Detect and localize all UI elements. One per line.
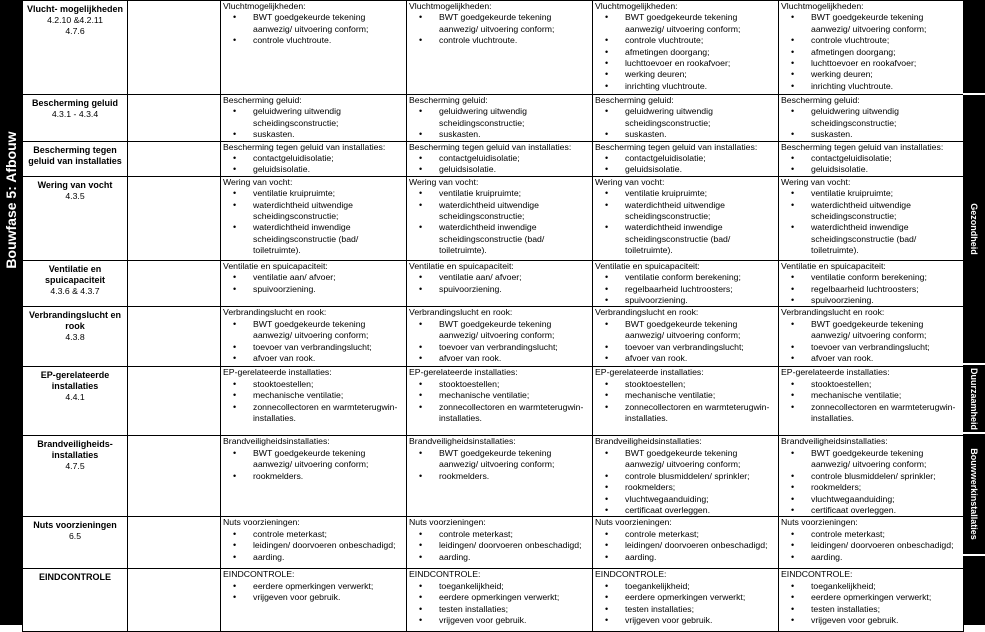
list-item: • controle blusmiddelen/ sprinkler;	[781, 471, 963, 482]
list-item: • afvoer van rook.	[409, 353, 592, 364]
list-item: • inrichting vluchtroute.	[595, 81, 778, 92]
list-item: • BWT goedgekeurde tekening aanwezig/ uitvoering conform;	[781, 319, 963, 342]
list-item: • controle meterkast;	[223, 529, 406, 540]
list-item: • spuivoorziening.	[595, 295, 778, 306]
list-item: • vrijgeven voor gebruik.	[409, 615, 592, 626]
list-item: • spuivoorziening.	[223, 284, 406, 295]
cell-heading: EINDCONTROLE:	[595, 569, 667, 580]
check-cell	[407, 176, 593, 260]
list-item: • waterdichtheid uitwendige scheidingsconstructie;	[595, 200, 778, 223]
check-cell	[407, 436, 593, 517]
check-cell	[779, 141, 964, 176]
list-item: • geluidsisolatie.	[595, 164, 778, 175]
topic-cell	[23, 569, 128, 632]
list-item: • controle meterkast;	[409, 529, 592, 540]
cell-heading: EINDCONTROLE:	[223, 569, 295, 580]
category-divider	[963, 554, 985, 556]
cell-heading: Bescherming geluid:	[595, 95, 674, 105]
check-cell	[593, 141, 779, 176]
inspection-table	[22, 0, 964, 632]
list-item: • waterdichtheid uitwendige scheidingsconstructie;	[781, 200, 963, 223]
table-row	[23, 260, 964, 307]
list-item: • regelbaarheid luchtroosters;	[595, 284, 778, 295]
list-item: • spuivoorziening.	[781, 295, 963, 306]
list-item: • toevoer van verbrandingslucht;	[781, 342, 963, 353]
list-item: • werking deuren;	[595, 69, 778, 80]
check-cell	[593, 517, 779, 569]
list-item: • waterdichtheid uitwendige scheidingsconstructie;	[409, 200, 592, 223]
table-row	[23, 95, 964, 142]
check-cell	[779, 260, 964, 307]
article-reference: 4.3.8	[65, 332, 85, 343]
list-item: • suskasten.	[223, 129, 406, 140]
article-reference: 4.2.10 &4.2.11 4.7.6	[47, 15, 103, 36]
list-item: • rookmelders.	[223, 471, 406, 482]
list-item: • werking deuren;	[781, 69, 963, 80]
list-item: • BWT goedgekeurde tekening aanwezig/ uitvoering conform;	[409, 12, 592, 35]
list-item: • geluidwering uitwendig scheidingsconstructie;	[409, 106, 592, 129]
list-item: • waterdichtheid inwendige scheidingsconstructie (bad/ toiletruimte).	[223, 222, 406, 256]
cell-heading: Bescherming tegen geluid van installaties:	[223, 141, 386, 152]
list-item: • zonnecollectoren en warmteterugwin-installaties.	[595, 402, 778, 425]
empty-cell	[128, 95, 221, 142]
list-item: • ventilatie kruipruimte;	[781, 188, 963, 199]
cell-heading: Wering van vocht:	[595, 176, 665, 187]
check-list	[595, 188, 778, 256]
check-cell	[407, 307, 593, 367]
cell-heading: Vluchtmogelijkheden:	[595, 1, 678, 11]
topic-cell	[23, 1, 128, 95]
list-item: • contactgeluidisolatie;	[223, 153, 406, 164]
topic-cell	[23, 176, 128, 260]
list-item: • toevoer van verbrandingslucht;	[223, 342, 406, 353]
cell-heading: Ventilatie en spuicapaciteit:	[781, 260, 886, 271]
topic-title: EINDCONTROLE	[39, 572, 111, 583]
check-cell	[221, 367, 407, 436]
topic-title: Vlucht- mogelijkheden	[26, 4, 123, 14]
list-item: • ventilatie conform berekening;	[781, 272, 963, 283]
check-list	[781, 153, 963, 176]
check-cell	[407, 95, 593, 142]
check-cell	[593, 95, 779, 142]
list-item: • zonnecollectoren en warmteterugwin-installaties.	[409, 402, 592, 425]
empty-cell	[128, 141, 221, 176]
topic-title: Bescherming tegen geluid van installaties	[28, 144, 122, 166]
list-item: • ventilatie aan/ afvoer;	[409, 272, 592, 283]
list-item: • ventilatie kruipruimte;	[223, 188, 406, 199]
phase-sidebar	[0, 0, 22, 625]
cell-heading: Bescherming geluid:	[409, 95, 488, 105]
check-list	[223, 106, 406, 140]
check-list	[409, 319, 592, 365]
check-list	[223, 319, 406, 365]
list-item: • contactgeluidisolatie;	[409, 153, 592, 164]
check-list	[409, 188, 592, 256]
check-cell	[779, 176, 964, 260]
list-item: • mechanische ventilatie;	[595, 390, 778, 401]
check-list	[781, 319, 963, 365]
topic-cell	[23, 436, 128, 517]
check-list	[409, 379, 592, 425]
check-cell	[407, 260, 593, 307]
check-cell	[779, 436, 964, 517]
category-gezondheid: Gezondheid	[969, 203, 979, 255]
check-list	[595, 319, 778, 365]
check-cell	[221, 1, 407, 95]
category-bouwwerkinstallaties: Bouwwerkinstallaties	[969, 448, 979, 540]
list-item: • testen installaties;	[781, 604, 963, 615]
list-item: • controle meterkast;	[781, 529, 963, 540]
list-item: • spuivoorziening.	[409, 284, 592, 295]
check-list	[223, 188, 406, 256]
list-item: • mechanische ventilatie;	[409, 390, 592, 401]
topic-title: Brandveiligheids- installaties	[37, 439, 113, 461]
list-item: • vrijgeven voor gebruik.	[223, 592, 406, 603]
cell-heading: Ventilatie en spuicapaciteit:	[409, 260, 514, 271]
list-item: • leidingen/ doorvoeren onbeschadigd;	[595, 540, 778, 551]
topic-title: EP-gerelateerde installaties	[40, 370, 110, 392]
empty-cell	[128, 367, 221, 436]
list-item: • contactgeluidisolatie;	[781, 153, 963, 164]
list-item: • vrijgeven voor gebruik.	[781, 615, 963, 626]
cell-heading: EINDCONTROLE:	[781, 569, 853, 580]
article-reference: 4.4.1	[65, 392, 85, 403]
list-item: • waterdichtheid uitwendige scheidingsconstructie;	[223, 200, 406, 223]
list-item: • BWT goedgekeurde tekening aanwezig/ uitvoering conform;	[595, 448, 778, 471]
topic-title: Wering van vocht	[37, 179, 113, 190]
check-cell	[407, 569, 593, 632]
topic-title: Bescherming geluid	[31, 98, 119, 108]
topic-cell	[23, 517, 128, 569]
empty-cell	[128, 1, 221, 95]
cell-heading: Verbrandingslucht en rook:	[223, 307, 327, 318]
check-list	[781, 581, 963, 627]
list-item: • afmetingen doorgang;	[595, 47, 778, 58]
list-item: • geluidsisolatie.	[409, 164, 592, 175]
list-item: • ventilatie kruipruimte;	[595, 188, 778, 199]
list-item: • suskasten.	[781, 129, 963, 140]
check-list	[409, 448, 592, 482]
list-item: • luchttoevoer en rookafvoer;	[781, 58, 963, 69]
topic-cell	[23, 141, 128, 176]
category-duurzaamheid: Duurzaamheid	[969, 367, 980, 430]
list-item: • leidingen/ doorvoeren onbeschadigd;	[223, 540, 406, 551]
check-list	[409, 153, 592, 176]
cell-heading: Verbrandingslucht en rook:	[595, 307, 699, 318]
list-item: • BWT goedgekeurde tekening aanwezig/ uitvoering conform;	[595, 12, 778, 35]
list-item: • waterdichtheid inwendige scheidingsconstructie (bad/ toiletruimte).	[409, 222, 592, 256]
list-item: • testen installaties;	[409, 604, 592, 615]
check-list	[595, 272, 778, 306]
list-item: • waterdichtheid inwendige scheidingsconstructie (bad/ toiletruimte).	[595, 222, 778, 256]
check-list	[781, 12, 963, 92]
list-item: • toegankelijkheid;	[595, 581, 778, 592]
check-cell	[221, 517, 407, 569]
check-cell	[407, 367, 593, 436]
list-item: • vrijgeven voor gebruik.	[595, 615, 778, 626]
table-row	[23, 436, 964, 517]
cell-heading: Ventilatie en spuicapaciteit:	[223, 260, 328, 271]
list-item: • eerdere opmerkingen verwerkt;	[595, 592, 778, 603]
cell-heading: Brandveiligheidsinstallaties:	[409, 436, 516, 447]
list-item: • eerdere opmerkingen verwerkt;	[781, 592, 963, 603]
cell-heading: Brandveiligheidsinstallaties:	[223, 436, 330, 447]
check-list	[595, 106, 778, 140]
list-item: • geluidsisolatie.	[781, 164, 963, 175]
list-item: • controle blusmiddelen/ sprinkler;	[595, 471, 778, 482]
check-cell	[221, 569, 407, 632]
list-item: • geluidwering uitwendig scheidingsconstructie;	[595, 106, 778, 129]
check-list	[409, 106, 592, 140]
list-item: • rookmelders;	[595, 482, 778, 493]
check-list	[595, 529, 778, 563]
list-item: • afvoer van rook.	[223, 353, 406, 364]
check-cell	[593, 1, 779, 95]
check-cell	[221, 436, 407, 517]
article-reference: 4.3.5	[65, 190, 85, 201]
check-cell	[593, 176, 779, 260]
list-item: • afvoer van rook.	[595, 353, 778, 364]
list-item: • stooktoestellen;	[223, 379, 406, 390]
list-item: • controle meterkast;	[595, 529, 778, 540]
cell-heading: EP-gerelateerde installaties:	[595, 367, 704, 378]
check-list	[595, 581, 778, 627]
check-cell	[779, 569, 964, 632]
list-item: • zonnecollectoren en warmteterugwin-installaties.	[781, 402, 963, 425]
list-item: • aarding.	[223, 552, 406, 563]
cell-heading: Brandveiligheidsinstallaties:	[781, 436, 888, 447]
list-item: • suskasten.	[595, 129, 778, 140]
list-item: • BWT goedgekeurde tekening aanwezig/ uitvoering conform;	[223, 319, 406, 342]
list-item: • waterdichtheid inwendige scheidingsconstructie (bad/ toiletruimte).	[781, 222, 963, 256]
list-item: • testen installaties;	[595, 604, 778, 615]
list-item: • controle vluchtroute.	[223, 35, 406, 46]
cell-heading: EP-gerelateerde installaties:	[223, 367, 332, 378]
list-item: • BWT goedgekeurde tekening aanwezig/ uitvoering conform;	[223, 12, 406, 35]
cell-heading: EINDCONTROLE:	[409, 569, 481, 580]
list-item: • geluidsisolatie.	[223, 164, 406, 175]
list-item: • toevoer van verbrandingslucht;	[409, 342, 592, 353]
list-item: • BWT goedgekeurde tekening aanwezig/ uitvoering conform;	[409, 319, 592, 342]
cell-heading: Brandveiligheidsinstallaties:	[595, 436, 702, 447]
check-list	[409, 272, 592, 295]
cell-heading: Ventilatie en spuicapaciteit:	[595, 260, 700, 271]
list-item: • stooktoestellen;	[781, 379, 963, 390]
table-row	[23, 517, 964, 569]
list-item: • leidingen/ doorvoeren onbeschadigd;	[409, 540, 592, 551]
list-item: • controle vluchtroute;	[781, 35, 963, 46]
list-item: • certificaat overleggen.	[781, 505, 963, 516]
list-item: • vluchtwegaanduiding;	[595, 494, 778, 505]
list-item: • BWT goedgekeurde tekening aanwezig/ uitvoering conform;	[781, 448, 963, 471]
list-item: • afmetingen doorgang;	[781, 47, 963, 58]
check-list	[409, 12, 592, 46]
check-cell	[407, 517, 593, 569]
check-list	[781, 188, 963, 256]
article-reference: 4.3.1 - 4.3.4	[51, 109, 99, 119]
check-list	[223, 379, 406, 425]
cell-heading: Nuts voorzieningen:	[595, 517, 672, 528]
table-row	[23, 569, 964, 632]
check-cell	[221, 141, 407, 176]
list-item: • leidingen/ doorvoeren onbeschadigd;	[781, 540, 963, 551]
check-cell	[221, 176, 407, 260]
article-reference: 4.3.6 & 4.3.7	[50, 285, 100, 296]
cell-heading: Nuts voorzieningen:	[223, 517, 300, 528]
cell-heading: EP-gerelateerde installaties:	[781, 367, 890, 378]
check-list	[595, 448, 778, 516]
list-item: • afvoer van rook.	[781, 353, 963, 364]
cell-heading: Wering van vocht:	[223, 176, 293, 187]
list-item: • mechanische ventilatie;	[223, 390, 406, 401]
list-item: • zonnecollectoren en warmteterugwin-installaties.	[223, 402, 406, 425]
check-list	[781, 448, 963, 516]
cell-heading: Nuts voorzieningen:	[781, 517, 858, 528]
table-row	[23, 307, 964, 367]
list-item: • BWT goedgekeurde tekening aanwezig/ uitvoering conform;	[409, 448, 592, 471]
check-list	[595, 153, 778, 176]
check-list	[223, 153, 406, 176]
cell-heading: Wering van vocht:	[409, 176, 479, 187]
cell-heading: Verbrandingslucht en rook:	[781, 307, 885, 318]
topic-title: Verbrandingslucht en rook	[28, 310, 122, 332]
list-item: • toevoer van verbrandingslucht;	[595, 342, 778, 353]
check-cell	[779, 367, 964, 436]
check-list	[781, 106, 963, 140]
topic-title: Nuts voorzieningen	[33, 520, 117, 531]
list-item: • toegankelijkheid;	[409, 581, 592, 592]
list-item: • rookmelders.	[409, 471, 592, 482]
article-reference: 6.5	[68, 531, 82, 542]
check-list	[409, 529, 592, 563]
topic-cell	[23, 260, 128, 307]
cell-heading: Bescherming tegen geluid van installaties:	[781, 141, 944, 152]
table-row	[23, 1, 964, 95]
list-item: • mechanische ventilatie;	[781, 390, 963, 401]
cell-heading: Nuts voorzieningen:	[409, 517, 486, 528]
check-cell	[407, 141, 593, 176]
check-cell	[779, 1, 964, 95]
check-cell	[593, 367, 779, 436]
check-list	[781, 379, 963, 425]
list-item: • aarding.	[595, 552, 778, 563]
list-item: • stooktoestellen;	[595, 379, 778, 390]
list-item: • contactgeluidisolatie;	[595, 153, 778, 164]
list-item: • BWT goedgekeurde tekening aanwezig/ uitvoering conform;	[781, 12, 963, 35]
cell-heading: Verbrandingslucht en rook:	[409, 307, 513, 318]
cell-heading: Bescherming tegen geluid van installaties:	[595, 141, 758, 152]
topic-cell	[23, 95, 128, 142]
check-list	[781, 529, 963, 563]
check-cell	[779, 517, 964, 569]
list-item: • inrichting vluchtroute.	[781, 81, 963, 92]
empty-cell	[128, 436, 221, 517]
cell-heading: Wering van vocht:	[781, 176, 851, 187]
list-item: • BWT goedgekeurde tekening aanwezig/ uitvoering conform;	[223, 448, 406, 471]
topic-title: Ventilatie en spuicapaciteit	[44, 263, 106, 285]
list-item: • BWT goedgekeurde tekening aanwezig/ uitvoering conform;	[595, 319, 778, 342]
cell-heading: Bescherming tegen geluid van installaties:	[409, 141, 572, 152]
check-cell	[221, 95, 407, 142]
table-row	[23, 141, 964, 176]
check-list	[223, 272, 406, 295]
list-item: • aarding.	[781, 552, 963, 563]
cell-heading: Vluchtmogelijkheden:	[409, 1, 492, 11]
list-item: • stooktoestellen;	[409, 379, 592, 390]
check-cell	[221, 307, 407, 367]
list-item: • controle vluchtroute;	[595, 35, 778, 46]
article-reference: 4.7.5	[65, 461, 85, 472]
check-cell	[593, 307, 779, 367]
empty-cell	[128, 569, 221, 632]
topic-cell	[23, 367, 128, 436]
check-list	[223, 12, 406, 46]
list-item: • aarding.	[409, 552, 592, 563]
check-cell	[779, 307, 964, 367]
check-list	[223, 448, 406, 482]
cell-heading: Bescherming geluid:	[781, 95, 860, 105]
check-list	[781, 272, 963, 306]
check-list	[409, 581, 592, 627]
empty-cell	[128, 307, 221, 367]
check-cell	[593, 260, 779, 307]
list-item: • vluchtwegaanduiding;	[781, 494, 963, 505]
list-item: • ventilatie conform berekening;	[595, 272, 778, 283]
check-cell	[593, 436, 779, 517]
category-sidebar	[963, 0, 985, 625]
check-cell	[593, 569, 779, 632]
list-item: • geluidwering uitwendig scheidingsconstructie;	[223, 106, 406, 129]
check-list	[223, 529, 406, 563]
cell-heading: EP-gerelateerde installaties:	[409, 367, 518, 378]
list-item: • eerdere opmerkingen verwerkt;	[409, 592, 592, 603]
list-item: • certificaat overleggen.	[595, 505, 778, 516]
cell-heading: Bescherming geluid:	[223, 95, 302, 105]
list-item: • suskasten.	[409, 129, 592, 140]
topic-cell	[23, 307, 128, 367]
list-item: • geluidwering uitwendig scheidingsconstructie;	[781, 106, 963, 129]
list-item: • regelbaarheid luchtroosters;	[781, 284, 963, 295]
list-item: • eerdere opmerkingen verwerkt;	[223, 581, 406, 592]
phase-label: Bouwfase 5: Afbouw	[3, 131, 19, 269]
list-item: • controle vluchtroute.	[409, 35, 592, 46]
check-list	[595, 12, 778, 92]
check-list	[223, 581, 406, 604]
empty-cell	[128, 517, 221, 569]
list-item: • ventilatie aan/ afvoer;	[223, 272, 406, 283]
table-row	[23, 176, 964, 260]
cell-heading: Vluchtmogelijkheden:	[781, 1, 864, 11]
list-item: • ventilatie kruipruimte;	[409, 188, 592, 199]
list-item: • rookmelders;	[781, 482, 963, 493]
list-item: • toegankelijkheid;	[781, 581, 963, 592]
check-cell	[779, 95, 964, 142]
empty-cell	[128, 176, 221, 260]
cell-heading: Vluchtmogelijkheden:	[223, 1, 306, 11]
list-item: • luchttoevoer en rookafvoer;	[595, 58, 778, 69]
check-cell	[407, 1, 593, 95]
empty-cell	[128, 260, 221, 307]
table-row	[23, 367, 964, 436]
check-list	[595, 379, 778, 425]
check-cell	[221, 260, 407, 307]
